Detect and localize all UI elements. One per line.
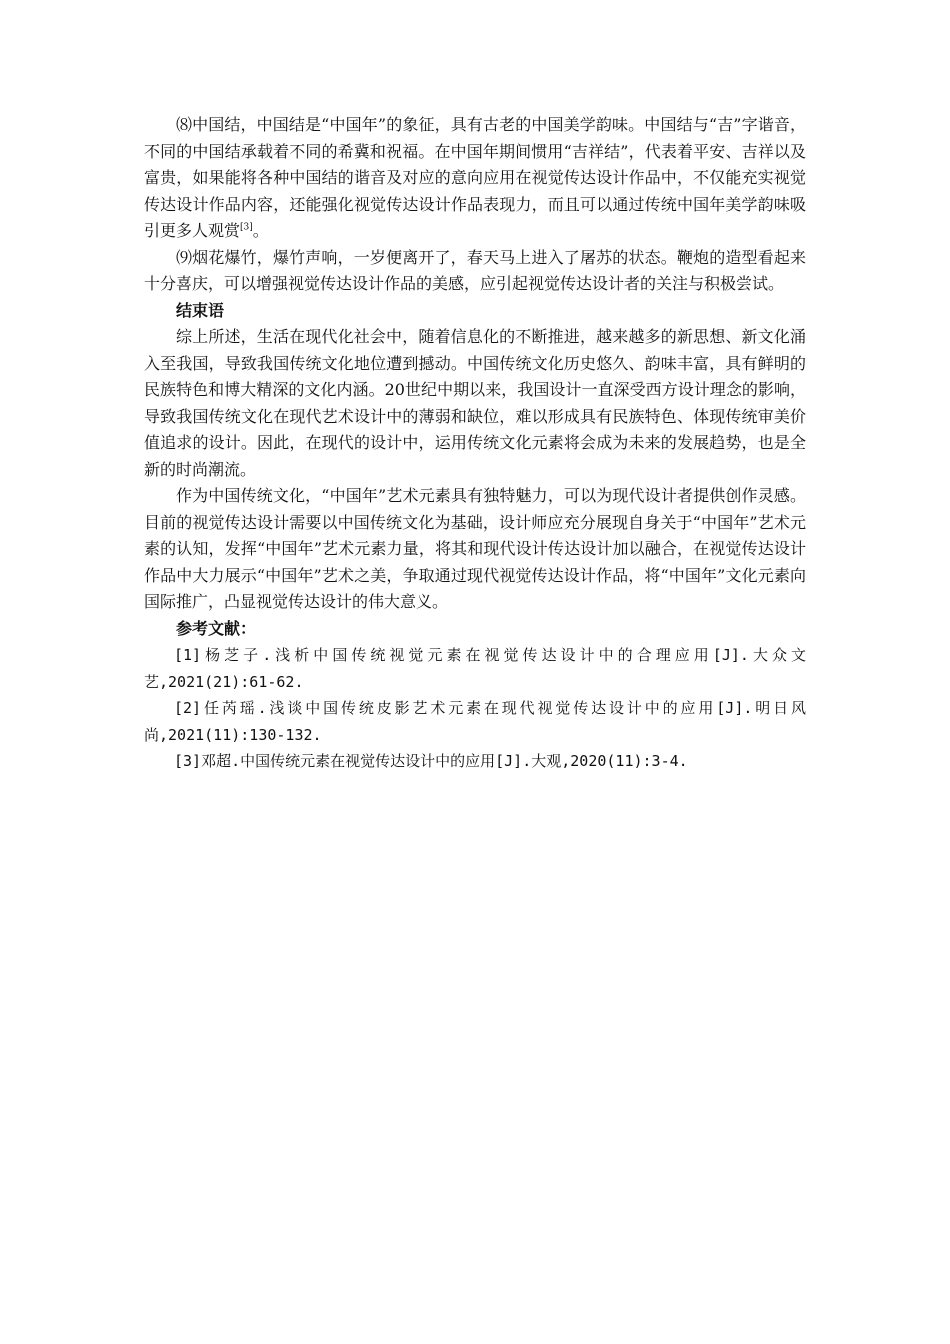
article-page bbox=[144, 112, 806, 775]
conclusion-heading: 结束语 bbox=[176, 300, 225, 320]
conclusion-paragraph-1: 综上所述，生活在现代化社会中，随着信息化的不断推进，越来越多的新思想、新文化涌入至我国，导致我国传统文化地位遭到撼动。中国传统文化历史悠久、韵味丰富，具有鲜明的民族特色和博大精深的文化内涵。20世纪中期以来，我国设计一直深受西方设计理念的影响，导致我国传统文化在现代艺术设计中的薄弱和缺位，难以形成具有民族特色、体现传统审美价值追求的设计。因此，在现代的设计中，运用传统文化元素将会成为未来的发展趋势，也是全新的时尚潮流。 bbox=[144, 327, 806, 479]
paragraph-chinese-knot-end: 。 bbox=[252, 221, 269, 240]
conclusion-paragraph-2: 作为中国传统文化，“中国年”艺术元素具有独特魅力，可以为现代设计者提供创作灵感。目前的视觉传达设计需要以中国传统文化为基础，设计师应充分展现自身关于“中国年”艺术元素的认知，发挥“中国年”艺术元素力量，将其和现代设计传达设计加以融合，在视觉传达设计作品中大力展示“中国年”艺术之美，争取通过现代视觉传达设计作品，将“中国年”文化元素向国际推广，凸显视觉传达设计的伟大意义。 bbox=[144, 486, 806, 611]
reference-item-1: [1]杨芝子.浅析中国传统视觉元素在视觉传达设计中的合理应用[J].大众文艺,2021(21):61-62. bbox=[144, 646, 806, 691]
reference-item-2: [2]任芮瑶.浅谈中国传统皮影艺术元素在现代视觉传达设计中的应用[J].明日风尚,2021(11):130-132. bbox=[144, 699, 806, 744]
paragraph-chinese-knot bbox=[144, 112, 806, 245]
citation-marker[interactable]: [3] bbox=[240, 222, 253, 233]
references-heading: 参考文献： bbox=[176, 618, 257, 638]
paragraph-firecrackers: ⑼烟花爆竹，爆竹声响，一岁便离开了，春天马上进入了屠苏的状态。鞭炮的造型看起来十分喜庆，可以增强视觉传达设计作品的美感，应引起视觉传达设计者的关注与积极尝试。 bbox=[144, 247, 806, 293]
paragraph-chinese-knot-text: ⑻中国结，中国结是“中国年”的象征，具有古老的中国美学韵味。中国结与“吉”字谐音，不同的中国结承载着不同的希冀和祝福。在中国年期间惯用“吉祥结”，代表着平安、吉祥以及富贵，如果能将各种中国结的谐音及对应的意向应用在视觉传达设计作品中，不仅能充实视觉传达设计作品内容，还能强化视觉传达设计作品表现力，而且可以通过传统中国年美学韵味吸引更多人观赏 bbox=[144, 115, 806, 240]
reference-item-3: [3]邓超.中国传统元素在视觉传达设计中的应用[J].大观,2020(11):3-4. bbox=[174, 752, 688, 770]
